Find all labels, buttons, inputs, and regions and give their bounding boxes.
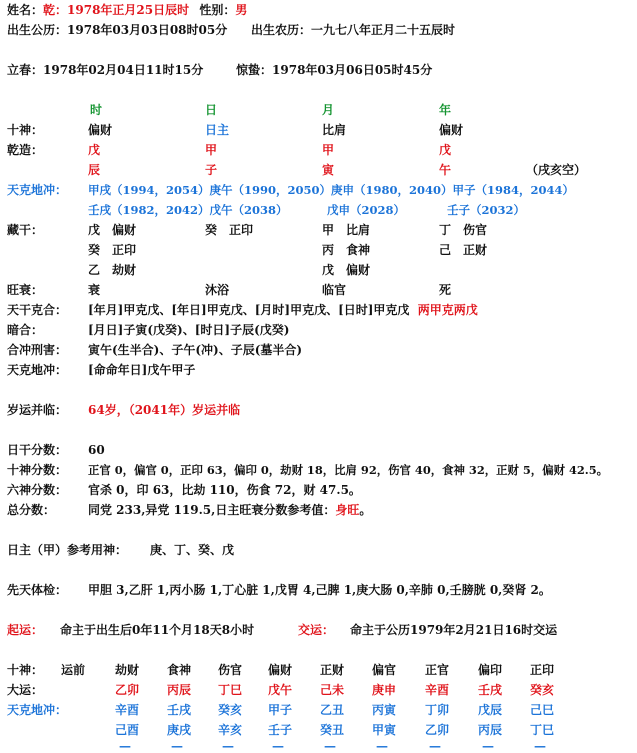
pillar-header-month: 月: [322, 103, 335, 117]
dayun-cell: 乙卯: [115, 683, 140, 697]
tijian-label: 先天体检：: [7, 583, 68, 597]
rigan-label: 日干分数：: [7, 443, 68, 457]
canggan-month-3: 戊 偏财: [322, 263, 371, 277]
total-text: 同党 233,异党 119.5,日主旺衰分数参考值：: [88, 503, 336, 517]
shishen-year: 偏财: [439, 123, 464, 137]
liuqin-label: 六神分数：: [7, 483, 68, 497]
dayun-cell: 丙辰: [167, 683, 192, 697]
solar-birth-line: [7, 23, 227, 37]
wangshuai-year: 死: [439, 283, 452, 297]
stem-year: 戊: [439, 143, 452, 157]
pillar-header-day: 日: [205, 103, 218, 117]
liuqin-value: 官杀 0，印 63，比劫 110，伤食 72，财 47.5。: [88, 483, 361, 497]
dayun-partial-cell: —: [429, 739, 441, 753]
lunar-birth-line: [251, 23, 455, 37]
dayun-partial-cell: —: [119, 739, 131, 753]
stem-month: 甲: [322, 143, 335, 157]
total-value: [88, 503, 371, 517]
tijian-value: 甲胆 3,乙肝 1,丙小肠 1,丁心脏 1,戊胃 4,己脾 1,庚大肠 0,辛肺 0,壬膀胱 0,癸肾 2。: [88, 583, 551, 597]
canggan-month-1: 甲 比肩: [322, 223, 371, 237]
dayun-cell: 癸亥: [530, 683, 555, 697]
dayun-tkdc-cell: 壬子: [268, 723, 293, 737]
lichun-label: 立春：: [7, 63, 44, 77]
shishen-hour: 偏财: [88, 123, 113, 137]
canggan-label: 藏干：: [7, 223, 44, 237]
wangshuai-label: 旺衰：: [7, 283, 44, 297]
suiyun-label: 岁运并临：: [7, 403, 68, 417]
dayun-tkdc-cell: 乙丑: [320, 703, 345, 717]
lunar-value: 一九七八年正月二十五辰时: [311, 23, 456, 37]
dayun-shishen-cell: 食神: [167, 663, 192, 677]
dayun-partial-cell: —: [222, 739, 234, 753]
dayun-shishen-cell: 运前: [61, 663, 86, 677]
dayun-partial-cell: —: [376, 739, 388, 753]
name-label: 姓名：: [7, 3, 44, 17]
dayun-cell: 壬戌: [478, 683, 503, 697]
dayun-partial-cell: —: [482, 739, 494, 753]
gender-label: 性别：: [199, 3, 236, 17]
dayun-shishen-cell: 偏财: [268, 663, 293, 677]
dayun-shishen-cell: 偏官: [372, 663, 397, 677]
pillar-header-year: 年: [439, 103, 452, 117]
gender-value: 男: [235, 3, 248, 17]
relations-tkdc-value: [命命年日]戊午甲子: [88, 363, 196, 377]
kongwang: （戌亥空）: [526, 163, 587, 177]
dayun-tkdc-cell: 庚戌: [167, 723, 192, 737]
shishen-day: 日主: [205, 123, 230, 137]
dayun-partial-cell: —: [272, 739, 284, 753]
dayun-tkdc-cell: 乙卯: [425, 723, 450, 737]
tgkh-value: [88, 303, 478, 317]
canggan-hour-1: 戊 偏财: [88, 223, 137, 237]
dayun-shishen-label: 十神：: [7, 663, 44, 677]
relations-tkdc-label: 天克地冲：: [7, 363, 68, 377]
jingzhe-label: 惊蛰：: [236, 63, 273, 77]
jiaoyun-value: 命主于公历1979年2月21日16时交运: [350, 623, 558, 637]
canggan-hour-3: 乙 劫财: [88, 263, 137, 277]
tkdc-row2-c: 壬子（2032）: [447, 203, 526, 217]
anhe-label: 暗合：: [7, 323, 44, 337]
stem-day: 甲: [205, 143, 218, 157]
tkdc-row1: 甲戌（1994，2054）庚午（1990，2050）庚申（1980，2040）甲子（1984，2044）: [88, 183, 575, 197]
dayun-shishen-cell: 伤官: [218, 663, 243, 677]
lichun-line: [7, 63, 203, 77]
dayun-tkdc-cell: 己巳: [530, 703, 555, 717]
total-label: 总分数：: [7, 503, 56, 517]
dayun-shishen-cell: 偏印: [478, 663, 503, 677]
jingzhe-line: [236, 63, 432, 77]
dayun-shishen-cell: 正官: [425, 663, 450, 677]
qianzao-label: 乾造：: [7, 143, 44, 157]
dayun-tkdc-cell: 丙辰: [478, 723, 503, 737]
dayun-tkdc-cell: 辛亥: [218, 723, 243, 737]
dayun-shishen-cell: 正财: [320, 663, 345, 677]
tgkh-note: 两甲克两戊: [417, 303, 478, 317]
dayun-partial-cell: —: [324, 739, 336, 753]
pillar-header-hour: 时: [90, 103, 103, 117]
dayun-tkdc-cell: 甲子: [268, 703, 293, 717]
dayun-shishen-cell: 正印: [530, 663, 555, 677]
tgkh-label: 天干克合：: [7, 303, 68, 317]
dayun-cell: 丁巳: [218, 683, 243, 697]
dayun-partial-cell: —: [534, 739, 546, 753]
dayun-tkdc-cell: 丙寅: [372, 703, 397, 717]
shishen-score-label: 十神分数：: [7, 463, 68, 477]
branch-day: 子: [205, 163, 218, 177]
total-verdict: 身旺: [335, 503, 360, 517]
qiyun-value: 命主于出生后0年11个月18天8小时: [60, 623, 255, 637]
hhxh-label: 合冲刑害：: [7, 343, 68, 357]
dayun-tkdc-cell: 癸亥: [218, 703, 243, 717]
dayun-partial-cell: —: [171, 739, 183, 753]
lichun-value: 1978年02月04日11时15分: [43, 63, 204, 77]
dayun-cell: 庚申: [372, 683, 397, 697]
lunar-label: 出生农历：: [251, 23, 312, 37]
rigan-value: 60: [88, 443, 105, 457]
dayun-tkdc-label: 天克地冲：: [7, 703, 68, 717]
dayun-tkdc-cell: 辛酉: [115, 703, 140, 717]
tkdc-row2-b: 戊申（2028）: [327, 203, 406, 217]
dayun-tkdc-cell: 壬戌: [167, 703, 192, 717]
canggan-month-2: 丙 食神: [322, 243, 371, 257]
canggan-hour-2: 癸 正印: [88, 243, 137, 257]
wangshuai-day: 沐浴: [205, 283, 230, 297]
shishen-score-value: 正官 0，偏官 0，正印 63，偏印 0，劫财 18，比肩 92，伤官 40，食神 32，正财 5，偏财 42.5。: [88, 463, 609, 477]
dayun-tkdc-cell: 丁巳: [530, 723, 555, 737]
dayun-tkdc-cell: 甲寅: [372, 723, 397, 737]
dayun-shishen-cell: 劫财: [115, 663, 140, 677]
total-end: 。: [359, 503, 372, 517]
yongshen-value: 庚、丁、癸、戊: [150, 543, 235, 557]
canggan-year-1: 丁 伤官: [439, 223, 488, 237]
jingzhe-value: 1978年03月06日05时45分: [272, 63, 433, 77]
dayun-label: 大运：: [7, 683, 44, 697]
canggan-year-2: 己 正财: [439, 243, 488, 257]
dayun-cell: 戊午: [268, 683, 293, 697]
name-line: [7, 3, 247, 17]
solar-value: 1978年03月03日08时05分: [67, 23, 228, 37]
branch-month: 寅: [322, 163, 335, 177]
anhe-value: [月日]子寅(戊癸)、[时日]子辰(戊癸): [88, 323, 290, 337]
branch-year: 午: [439, 163, 452, 177]
qiyun-label: 起运：: [7, 623, 44, 637]
tkdc-label: 天克地冲：: [7, 183, 68, 197]
tgkh-text: [年月]甲克戊、[年日]甲克戊、[月时]甲克戊、[日时]甲克戊: [88, 303, 410, 317]
jiaoyun-label: 交运：: [298, 623, 335, 637]
dayun-cell: 己未: [320, 683, 345, 697]
suiyun-value: 64岁，（2041年）岁运并临: [88, 403, 241, 417]
yongshen-label: 日主（甲）参考用神：: [7, 543, 128, 557]
dayun-tkdc-cell: 戊辰: [478, 703, 503, 717]
branch-hour: 辰: [88, 163, 101, 177]
wangshuai-month: 临官: [322, 283, 347, 297]
dayun-tkdc-cell: 丁卯: [425, 703, 450, 717]
shishen-label: 十神：: [7, 123, 44, 137]
stem-hour: 戊: [88, 143, 101, 157]
tkdc-row2-a: 壬戌（1982，2042）戊午（2038）: [88, 203, 288, 217]
name-value: 乾：1978年正月25日辰时: [43, 3, 190, 17]
hhxh-value: 寅午(生半合)、子午(冲)、子辰(墓半合): [88, 343, 303, 357]
shishen-month: 比肩: [322, 123, 347, 137]
wangshuai-hour: 衰: [88, 283, 101, 297]
dayun-cell: 辛酉: [425, 683, 450, 697]
dayun-tkdc-cell: 癸丑: [320, 723, 345, 737]
dayun-tkdc-cell: 己酉: [115, 723, 140, 737]
canggan-day-1: 癸 正印: [205, 223, 254, 237]
solar-label: 出生公历：: [7, 23, 68, 37]
